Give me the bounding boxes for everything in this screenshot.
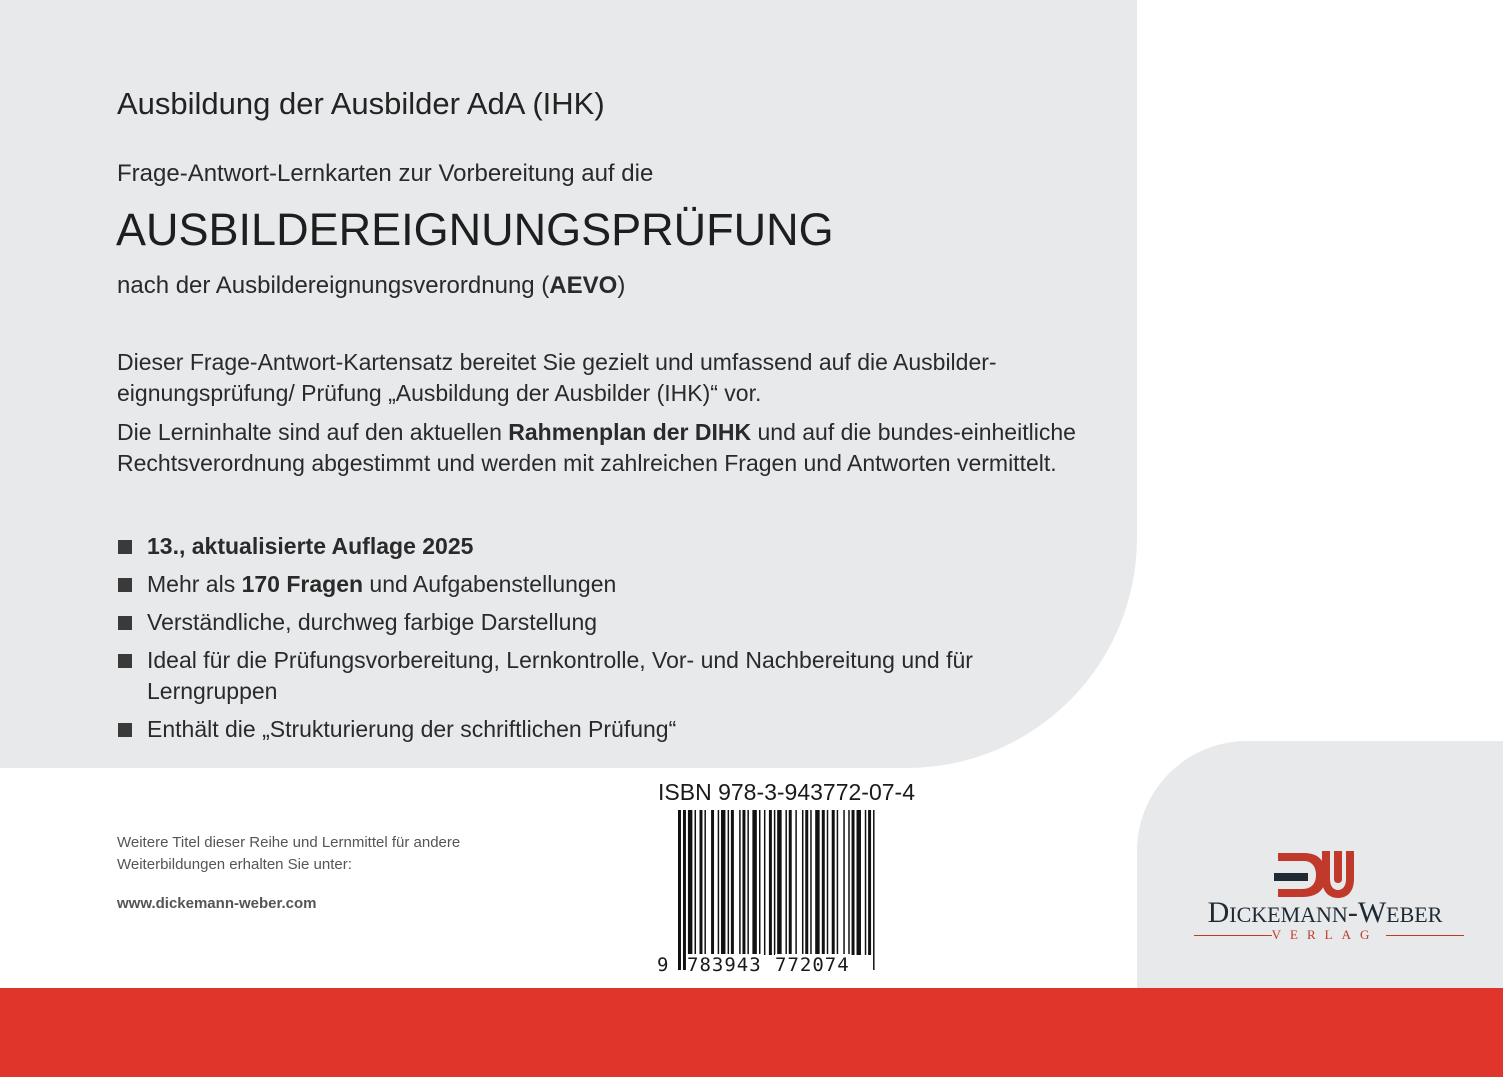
dw-monogram-icon <box>1274 849 1356 899</box>
barcode-bar <box>695 810 696 955</box>
barcode-bar <box>774 810 775 955</box>
barcode-bar <box>731 810 734 955</box>
more-titles-info <box>117 832 460 876</box>
feature-1-bold: 13., aktualisierte Auflage 2025 <box>147 533 474 559</box>
barcode-bar <box>764 810 765 955</box>
barcode-bar <box>873 810 874 970</box>
barcode-bar <box>857 810 861 955</box>
barcode-bar <box>822 810 825 955</box>
subline-pre: nach der Ausbildereignungsverordnung ( <box>117 272 550 299</box>
list-item <box>118 714 1078 745</box>
subline-bold: AEVO <box>549 272 618 299</box>
barcode-bar <box>759 810 760 955</box>
barcode-bar <box>678 810 681 970</box>
description-paragraph-2 <box>117 417 1077 479</box>
barcode-bar <box>728 810 729 955</box>
logo-dash: - <box>1347 896 1358 929</box>
list-item <box>118 531 1078 562</box>
barcode-bar <box>739 810 740 955</box>
footer-red-bar <box>0 988 1503 1077</box>
barcode-digit-first: 9 <box>657 954 669 976</box>
info-line-2: Weiterbildungen erhalten Sie unter: <box>117 856 352 873</box>
isbn-label: ISBN 978-3-943772-07-4 <box>658 779 915 805</box>
barcode-digits-group-1: 783943 <box>687 954 762 976</box>
list-item <box>118 607 1078 638</box>
subline-post: ) <box>617 272 626 299</box>
bullet-square-icon <box>118 616 132 630</box>
barcode-bar <box>815 810 819 955</box>
barcode-bar <box>721 810 725 955</box>
info-line-1: Weitere Titel dieser Reihe und Lernmittel für andere <box>117 834 461 851</box>
barcode-bar <box>711 810 714 955</box>
bullet-square-icon <box>118 654 132 668</box>
publisher-logo <box>1180 845 1470 945</box>
publisher-name <box>1184 896 1466 930</box>
bullet-square-icon <box>118 723 132 737</box>
bullet-square-icon <box>118 578 132 592</box>
barcode-bar <box>868 810 871 955</box>
barcode-bar <box>742 810 745 955</box>
publisher-subtitle <box>1184 927 1466 943</box>
barcode-bar <box>837 810 838 955</box>
website-link[interactable]: www.dickemann-weber.com <box>117 895 317 912</box>
list-item <box>118 645 1078 707</box>
p2-post: und auf die bundes-einheitliche Rechtsverordnung abgestimmt und werden mit zahlreichen Fragen und Antworten vermittelt. <box>117 419 1076 476</box>
barcode-digits <box>657 954 879 978</box>
feature-3: Verständliche, durchweg farbige Darstellung <box>147 609 598 635</box>
barcode-bar <box>848 810 849 955</box>
description-paragraph-1: Dieser Frage-Antwort-Kartensatz bereitet Sie gezielt und umfassend auf die Ausbilder-eignungsprüfung/ Prüfung „Ausbildung der Ausbilder (IHK)“ vor. <box>117 349 997 406</box>
feature-4: Ideal für die Prüfungsvorbereitung, Lernkontrolle, Vor- und Nachbereitung und für Lerngruppen <box>147 647 973 704</box>
barcode-bar <box>795 810 796 955</box>
barcode-bar <box>704 810 705 955</box>
list-item <box>118 569 1078 600</box>
barcode-bar <box>785 810 786 955</box>
barcode-bar <box>802 810 803 955</box>
p2-pre: Die Lerninhalte sind auf den aktuellen <box>117 419 509 445</box>
feature-2-post: und Aufgabenstellungen <box>363 571 617 597</box>
feature-list <box>118 531 1078 752</box>
logo-letter-w: W <box>1357 896 1387 929</box>
p2-bold: Rahmenplan der DIHK <box>508 419 752 445</box>
barcode-bar <box>852 810 855 955</box>
feature-2-pre: Mehr als <box>147 571 242 597</box>
barcode-bar <box>827 810 828 955</box>
barcode-bar <box>777 810 781 970</box>
barcode-bar <box>769 810 772 955</box>
barcode-bar <box>810 810 811 955</box>
logo-letter-d: D <box>1207 896 1230 929</box>
logo-ickemann: ICKEMANN <box>1229 902 1348 927</box>
subline <box>117 272 625 300</box>
barcode-bar <box>789 810 792 955</box>
barcode-bar <box>843 810 844 955</box>
barcode-bar <box>805 810 808 955</box>
feature-5: Enthält die „Strukturierung der schriftlichen Prüfung“ <box>147 716 677 742</box>
barcode-bar <box>683 810 686 970</box>
barcode-bar <box>747 810 748 955</box>
barcode-bar <box>752 810 756 955</box>
lead-text: Frage-Antwort-Lernkarten zur Vorbereitung auf die <box>117 160 654 187</box>
series-title: Ausbildung der Ausbilder AdA (IHK) <box>117 86 605 121</box>
barcode-bar <box>865 810 866 955</box>
barcode-bar <box>718 810 719 955</box>
barcode-bar <box>832 810 835 955</box>
barcode-bar <box>688 810 692 955</box>
bullet-square-icon <box>118 540 132 554</box>
page-title: AUSBILDEREIGNUNGSPRÜFUNG <box>116 204 834 255</box>
logo-verlag: VERLAG <box>1271 927 1379 942</box>
barcode-image <box>678 810 878 970</box>
logo-eber: EBER <box>1386 902 1443 927</box>
feature-2-bold: 170 Fragen <box>241 571 364 597</box>
barcode-bar <box>699 810 702 955</box>
barcode-digits-group-2: 772074 <box>775 954 850 976</box>
